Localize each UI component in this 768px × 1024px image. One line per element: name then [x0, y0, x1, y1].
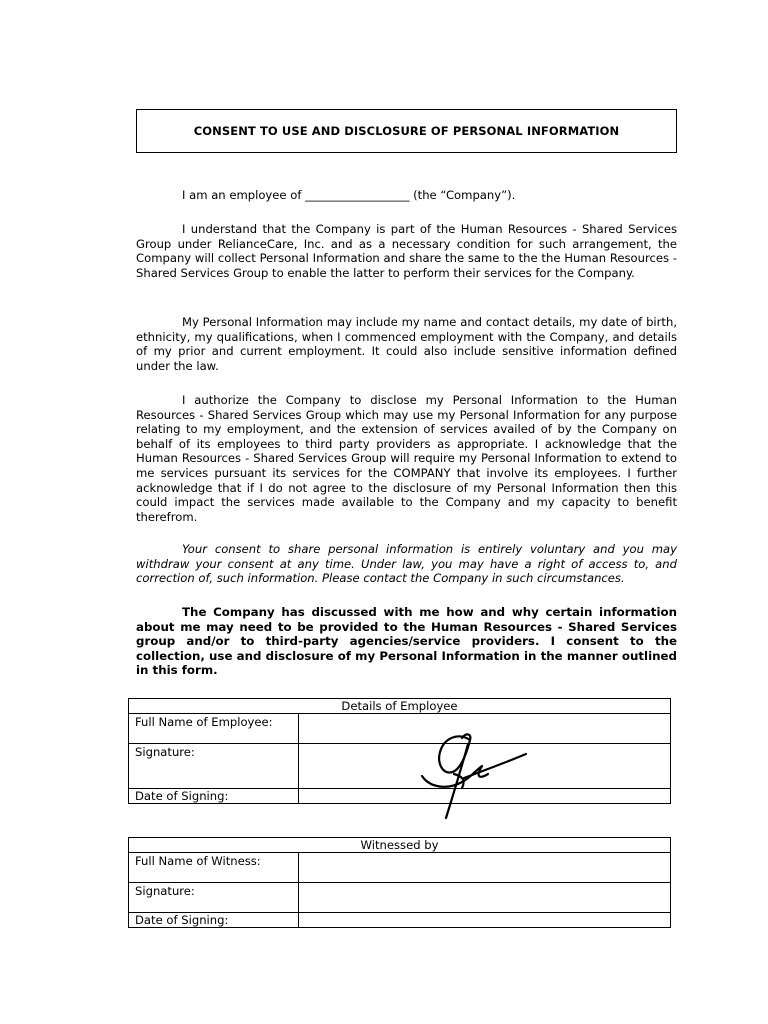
- witness-name-field[interactable]: [299, 853, 671, 883]
- personal-info-paragraph: My Personal Information may include my name and contact details, my date of birth, ethnicity, my qualifications, when I commenced employment with the Company, and details of my prior and current employment. It could also include sensitive information defined under the law.: [136, 315, 677, 373]
- witness-name-label: Full Name of Witness:: [129, 853, 299, 883]
- employee-details-table: [128, 698, 671, 804]
- witness-table-header: Witnessed by: [129, 838, 671, 853]
- signature-tail-stroke: [464, 754, 526, 778]
- employee-signature-label: Signature:: [129, 744, 299, 789]
- authorize-paragraph: I authorize the Company to disclose my Personal Information to the Human Resources - Shared Services Group which may use my Personal Information for any purpose relating to my employment, and the extension of services availed of by the Company on behalf of its employees to third party providers as appropriate. I acknowledge that the Human Resources - Shared Services Group will require my Personal Information to extend to me services pursuant its services for the COMPANY that involve its employees. I further acknowledge that if I do not agree to the disclosure of my Personal Information then this could impact the services made available to the Company and my capacity to benefit therefrom.: [136, 393, 677, 524]
- document-title: CONSENT TO USE AND DISCLOSURE OF PERSONAL INFORMATION: [193, 124, 620, 138]
- employee-date-label: Date of Signing:: [129, 789, 299, 804]
- signature-cross-stroke: [422, 766, 488, 787]
- witness-date-label: Date of Signing:: [129, 913, 299, 928]
- consent-paragraph: The Company has discussed with me how and why certain information about me may need to be provided to the Human Resources - Shared Services group and/or to third-party agencies/service providers. I consent to the collection, use and disclosure of my Personal Information in the manner outlined in this form.: [136, 605, 677, 678]
- witness-table: [128, 837, 671, 928]
- document-title-box: [136, 109, 677, 153]
- witness-date-field[interactable]: [299, 913, 671, 928]
- employee-of-paragraph: I am an employee of __________________ (the “Company”).: [182, 188, 516, 202]
- witness-signature-label: Signature:: [129, 883, 299, 913]
- handwritten-signature: [418, 730, 530, 822]
- employee-name-label: Full Name of Employee:: [129, 714, 299, 744]
- voluntary-paragraph: Your consent to share personal information is entirely voluntary and you may withdraw your consent at any time. Under law, you may have a right of access to, and correction of, such information. Please contact the Company in such circumstances.: [136, 542, 677, 586]
- employee-table-header: Details of Employee: [129, 699, 671, 714]
- witness-signature-field[interactable]: [299, 883, 671, 913]
- understand-paragraph: I understand that the Company is part of the Human Resources - Shared Services Group under RelianceCare, Inc. and as a necessary condition for such arrangement, the Company will collect Personal Information and share the same to the the Human Resources - Shared Services Group to enable the latter to perform their services for the Company.: [136, 222, 677, 280]
